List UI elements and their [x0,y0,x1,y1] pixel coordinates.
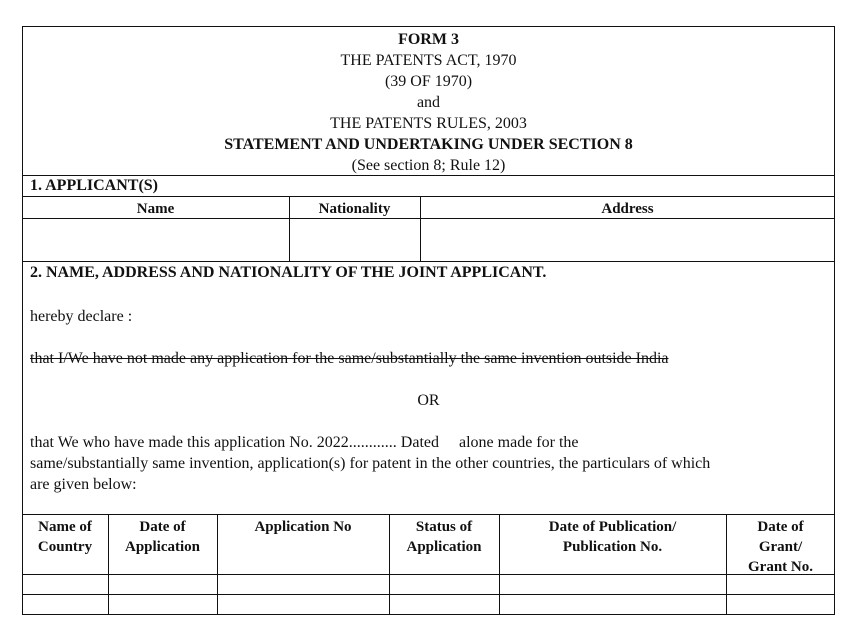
divider [22,175,835,176]
or-separator: OR [417,392,440,409]
column-header-application-no: Application No [254,519,352,535]
section-reference: (See section 8; Rule 12) [351,157,506,174]
applicant-nationality-cell[interactable] [291,220,419,260]
statement-line-3: are given below: [30,476,137,493]
column-header-date-of-application: Date of Application [124,519,200,555]
applicant-name-cell[interactable] [24,220,288,260]
declare-text: hereby declare : [30,308,133,325]
section-2-title: 2. NAME, ADDRESS AND NATIONALITY OF THE JOINT APPLICANT. [30,264,547,281]
column-header-address: Address [601,201,654,217]
act-number: (39 OF 1970) [384,73,473,90]
status-cell[interactable] [391,595,499,614]
form-header [22,28,835,176]
table-row [22,595,835,614]
country-cell[interactable] [24,595,108,614]
statement-line-1: that We who have made this application No. 2022............ Dated alone made for the [30,434,579,451]
date-of-application-cell[interactable] [110,595,217,614]
column-header-status: Status of Application [406,519,482,555]
conjunction: and [416,94,441,111]
divider [22,218,835,219]
section-1-title: 1. APPLICANT(S) [30,177,159,194]
column-divider [289,196,290,261]
column-divider [420,196,421,261]
date-of-application-cell[interactable] [110,575,217,594]
statement-line-2: same/substantially same invention, application(s) for patent in the other countries, the particulars of which [30,455,711,472]
column-header-grant: Date of Grant/ Grant No. [748,519,813,575]
statement-title: STATEMENT AND UNDERTAKING UNDER SECTION 8 [224,136,633,153]
table-row [22,575,835,594]
application-no-cell[interactable] [219,575,389,594]
column-header-publication: Date of Publication/ Publication No. [548,519,677,555]
divider [22,514,835,515]
struck-statement: that I/We have not made any application for the same/substantially the same invention outside India [30,350,669,367]
form-number: FORM 3 [398,31,459,48]
grant-cell[interactable] [728,575,833,594]
publication-cell[interactable] [501,595,726,614]
rules-title: THE PATENTS RULES, 2003 [330,115,527,132]
column-header-country: Name of Country [37,519,93,555]
divider [22,614,835,615]
country-cell[interactable] [24,575,108,594]
applicant-address-cell[interactable] [422,220,834,260]
divider [22,196,835,197]
column-header-nationality: Nationality [318,201,391,217]
status-cell[interactable] [391,575,499,594]
column-header-name: Name [136,201,175,217]
application-no-cell[interactable] [219,595,389,614]
act-title: THE PATENTS ACT, 1970 [340,52,517,69]
grant-cell[interactable] [728,595,833,614]
publication-cell[interactable] [501,575,726,594]
divider [22,261,835,262]
